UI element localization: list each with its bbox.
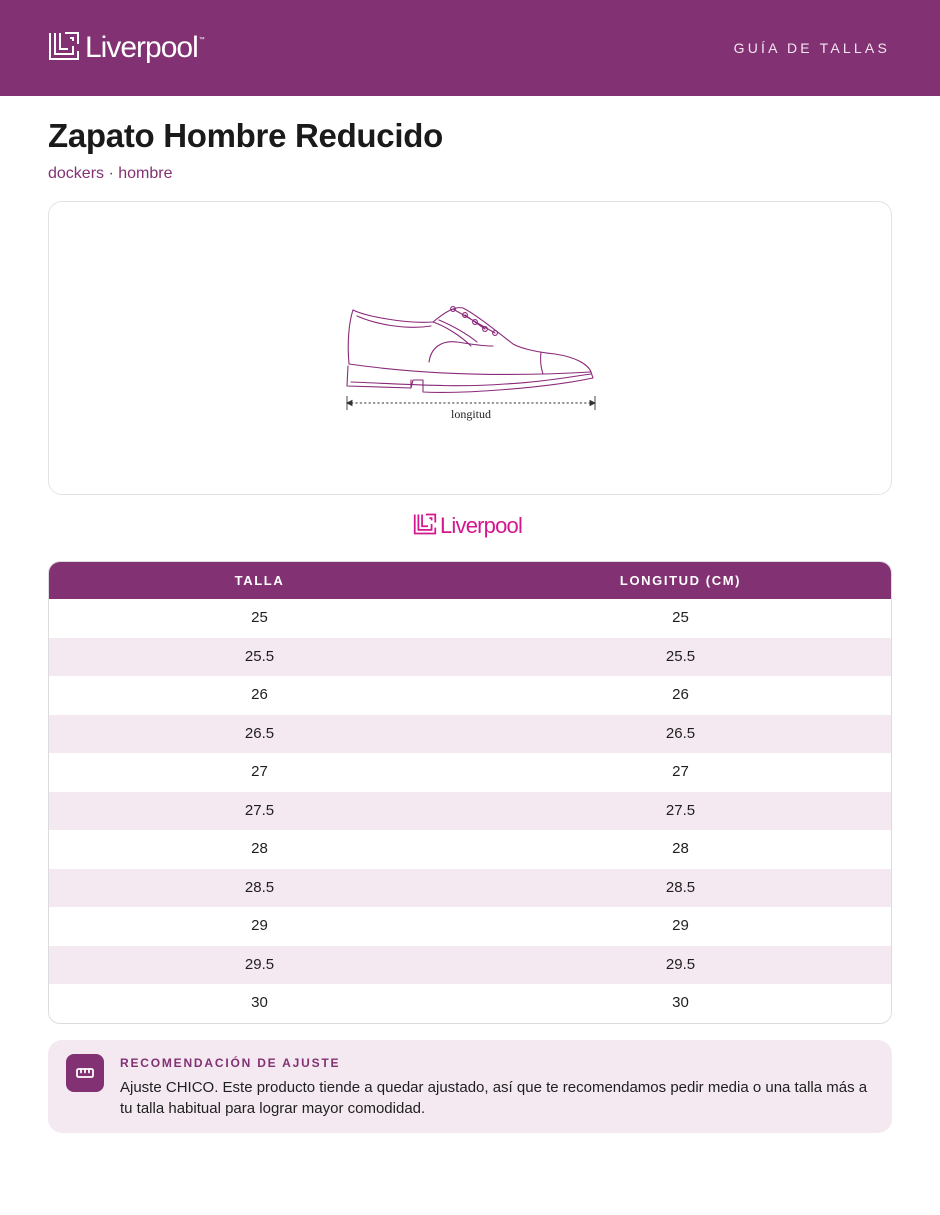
table-row	[49, 792, 891, 831]
table-row	[49, 753, 891, 792]
fit-recommendation-text: Ajuste CHICO. Este producto tiende a quedar ajustado, así que te recomendamos pedir media o una talla más a tu talla habitual para lograr mayor comodidad.	[120, 1079, 868, 1117]
fit-recommendation-card	[48, 1040, 892, 1133]
shoe-illustration-card	[48, 201, 892, 495]
length-cell: 28	[672, 840, 689, 857]
table-row	[49, 907, 891, 946]
page-title: Zapato Hombre Reducido	[48, 117, 443, 154]
size-cell: 25.5	[244, 647, 275, 665]
length-cell: 26	[672, 686, 689, 703]
table-body	[49, 599, 891, 1023]
shoe-outline-icon	[345, 302, 597, 427]
length-cell: 29.5	[665, 955, 696, 973]
size-cell: 29.5	[244, 955, 275, 973]
table-row	[49, 984, 891, 1023]
length-cell: 27	[672, 763, 689, 780]
product-brand-category: dockers · hombre	[48, 165, 173, 182]
size-cell: 27.5	[244, 801, 275, 819]
ruler-icon	[66, 1054, 104, 1092]
size-cell: 26	[251, 686, 268, 703]
length-cell: 25.5	[665, 647, 696, 665]
length-cell: 26.5	[665, 724, 696, 742]
length-cell: 25	[672, 609, 689, 626]
size-cell: 26.5	[244, 724, 275, 742]
table-row	[49, 638, 891, 677]
size-table	[48, 561, 892, 1024]
fit-recommendation-title: RECOMENDACIÓN DE AJUSTE	[120, 1056, 341, 1070]
table-row	[49, 869, 891, 908]
table-row	[49, 676, 891, 715]
column-header-length: LONGITUD (CM)	[619, 573, 742, 588]
size-cell: 27	[251, 763, 268, 780]
size-cell: 30	[251, 994, 268, 1011]
length-cell: 30	[672, 994, 689, 1011]
table-row	[49, 599, 891, 638]
length-cell: 28.5	[665, 878, 696, 896]
length-label: longitud	[450, 407, 492, 421]
table-row	[49, 830, 891, 869]
column-header-size: TALLA	[234, 573, 285, 588]
table-header	[49, 562, 891, 599]
logo-wordmark: Liverpool	[85, 31, 198, 64]
liverpool-logo[interactable]	[48, 31, 205, 65]
size-cell: 28.5	[244, 878, 275, 896]
size-guide-label: GUÍA DE TALLAS	[733, 40, 890, 56]
size-cell: 29	[251, 917, 268, 934]
length-cell: 27.5	[665, 801, 696, 819]
liverpool-logo-icon	[48, 31, 80, 61]
table-row	[49, 946, 891, 985]
length-cell: 29	[672, 917, 689, 934]
liverpool-logo-icon	[413, 513, 437, 535]
brand-mark-wordmark: Liverpool	[440, 513, 523, 538]
brand-mark	[413, 513, 522, 539]
top-header	[0, 0, 940, 96]
table-row	[49, 715, 891, 754]
size-cell: 25	[251, 609, 268, 626]
logo-trademark: ™	[198, 37, 205, 43]
size-cell: 28	[251, 840, 268, 857]
